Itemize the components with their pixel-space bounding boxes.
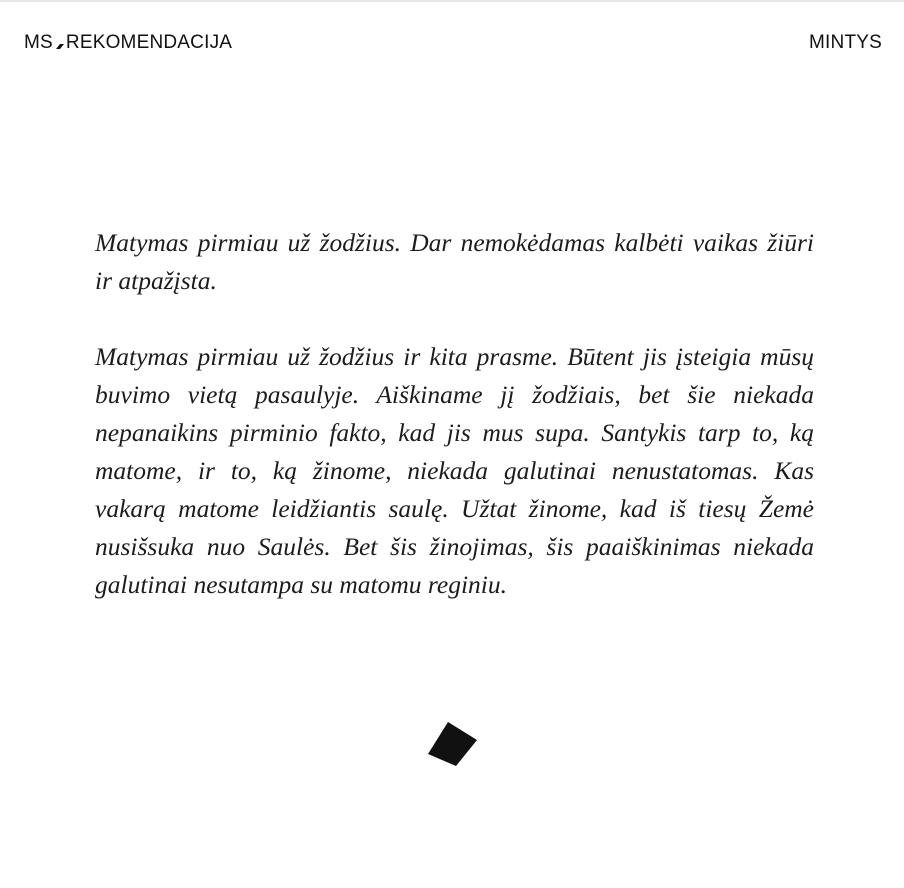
paragraph-1: Matymas pirmiau už žodžius. Dar nemokėdamas kalbėti vaikas žiūri ir atpažįsta. — [95, 228, 814, 295]
site-logo[interactable] — [24, 32, 232, 54]
main-text — [95, 224, 814, 642]
logo-slash-icon — [55, 36, 65, 50]
logo-text-rekomendacija: REKOMENDACIJA — [65, 32, 233, 53]
site-header — [24, 30, 882, 56]
black-parallelogram-icon — [426, 720, 478, 768]
nav-link-mintys[interactable]: MINTYS — [809, 32, 882, 53]
paragraph-2: Matymas pirmiau už žodžius ir kita prasme. Būtent jis įsteigia mūsų buvimo vietą pasaulyje. Aiškiname jį žodžiais, bet šie niekada nepanaikins pirminio fakto, kad jis mus supa. Santykis tarp to, ką matome, ir to, ką žinome, niekada galutinai nenustatomas. Kas vakarą matome leidžiantis saulę. Užtat žinome, kad iš tiesų Žemė nusišsuka nuo Saulės. Bet šis žinojimas, šis paaiškinimas niekada galutinai nesutampa su matomu reginiu. — [95, 342, 814, 599]
logo-text-ms: MS — [24, 32, 53, 53]
top-border — [0, 0, 904, 2]
